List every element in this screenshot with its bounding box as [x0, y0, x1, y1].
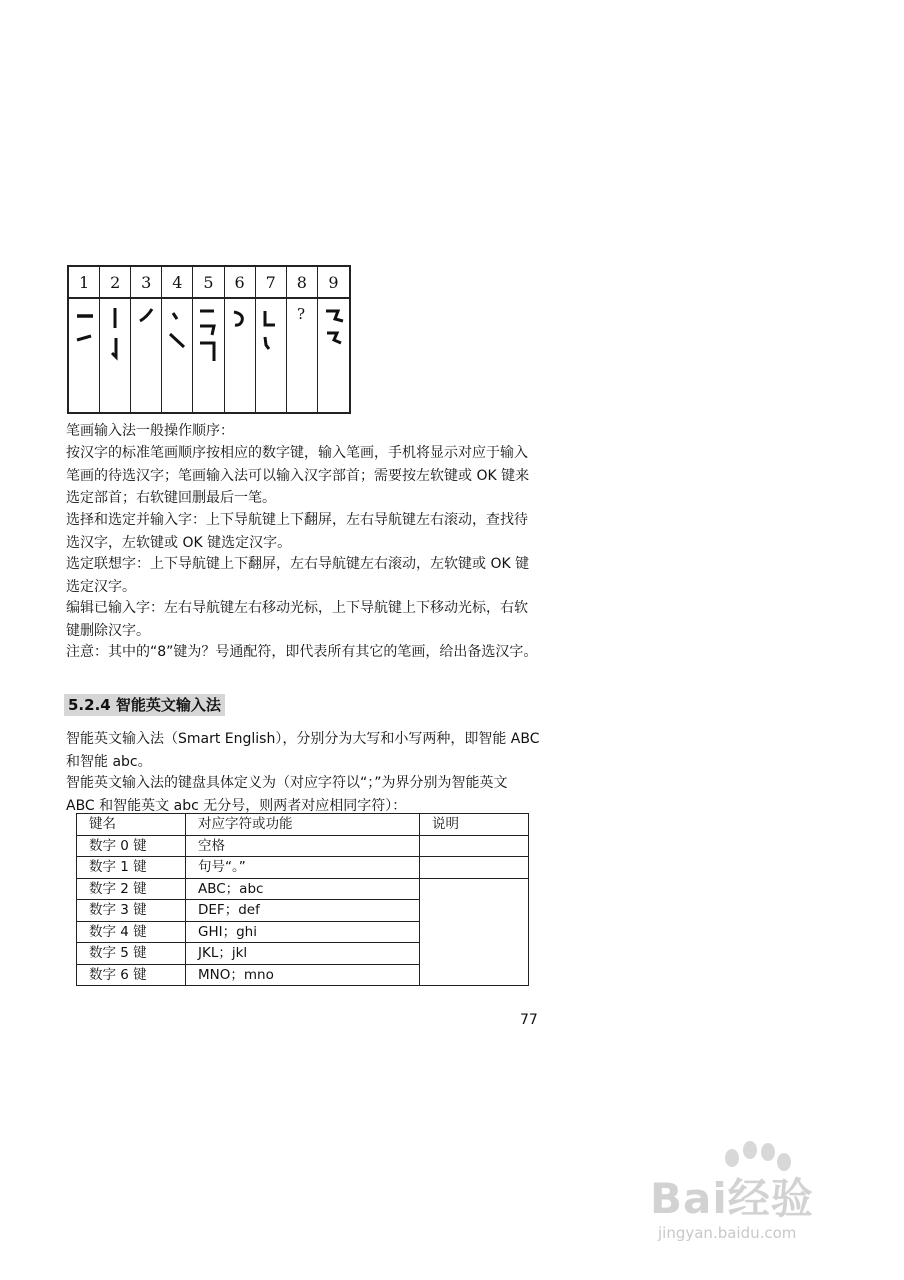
key-name-cell: 数字 5 键 — [77, 943, 186, 965]
stroke-cell-9 — [318, 299, 349, 412]
note-paragraph: 注意：其中的“8”键为？号通配符，即代表所有其它的笔画，给出备选汉字。 — [66, 644, 538, 660]
function-cell: 空格 — [186, 835, 420, 857]
page-number: 77 — [520, 1012, 538, 1028]
key-name-cell: 数字 4 键 — [77, 921, 186, 943]
stroke-cell-3 — [131, 299, 162, 412]
stroke-key-table — [67, 265, 351, 414]
stroke-cell-1 — [69, 299, 100, 412]
stroke-key-header: 5 — [193, 267, 224, 299]
stroke-cell-4 — [162, 299, 193, 412]
watermark-url: jingyan.baidu.com — [658, 1224, 797, 1242]
stroke-cell-2 — [100, 299, 131, 412]
stroke-cell-7 — [256, 299, 287, 412]
stroke-cell-8 — [287, 299, 318, 412]
table-row — [77, 857, 529, 879]
table-header-row — [77, 814, 529, 836]
wildcard-icon — [287, 299, 318, 412]
key-name-cell: 数字 2 键 — [77, 878, 186, 900]
section-heading: 5.2.4 智能英文输入法 — [64, 694, 225, 716]
function-cell: ABC；abc — [186, 878, 420, 900]
note-cell — [420, 835, 529, 857]
vertical-stroke-icon — [100, 299, 131, 412]
key-name-cell: 数字 6 键 — [77, 964, 186, 986]
function-cell: MNO；mno — [186, 964, 420, 986]
stroke-key-header: 4 — [162, 267, 193, 299]
key-name-cell: 数字 1 键 — [77, 857, 186, 879]
vertical-bend-stroke-icon — [256, 299, 287, 412]
dot-stroke-icon — [162, 299, 193, 412]
key-definition-table — [76, 813, 529, 986]
stroke-key-header: 7 — [256, 267, 287, 299]
stroke-key-header: 6 — [225, 267, 256, 299]
edit-paragraph: 编辑已输入字：左右导航键左右移动光标，上下导航键上下移动光标，右软键删除汉字。 — [66, 600, 528, 639]
stroke-key-header: 3 — [131, 267, 162, 299]
header-key-name: 键名 — [77, 814, 186, 836]
stroke-key-header: 8 — [287, 267, 318, 299]
stroke-cell-6 — [225, 299, 256, 412]
function-cell: GHI；ghi — [186, 921, 420, 943]
wildcard-symbol: ? — [296, 305, 305, 323]
compound-turn-stroke-icon — [318, 299, 349, 412]
stroke-key-header: 2 — [100, 267, 131, 299]
select-input-paragraph: 选择和选定并输入字：上下导航键上下翻屏，左右导航键左右滚动，查找待选汉字，左软键或 OK 键选定汉字。 — [66, 512, 528, 551]
stroke-key-header: 9 — [318, 267, 349, 299]
header-function: 对应字符或功能 — [186, 814, 420, 836]
smart-english-intro: 智能英文输入法（Smart English），分别分为大写和小写两种，即智能 ABC 和智能 abc。 — [66, 731, 540, 770]
header-note: 说明 — [420, 814, 529, 836]
note-cell-merged — [420, 878, 529, 986]
function-cell: JKL；jkl — [186, 943, 420, 965]
table-row — [77, 878, 529, 900]
function-cell: 句号“。” — [186, 857, 420, 879]
baidu-jingyan-watermark — [640, 1140, 880, 1260]
key-name-cell: 数字 0 键 — [77, 835, 186, 857]
horizontal-stroke-icon — [69, 299, 100, 412]
watermark-logo: Bai经验 — [650, 1174, 814, 1223]
left-falling-stroke-icon — [131, 299, 162, 412]
table-row — [77, 835, 529, 857]
turning-stroke-icon — [193, 299, 224, 412]
stroke-steps-heading: 笔画输入法一般操作顺序： — [66, 423, 234, 439]
stroke-cell-5 — [193, 299, 224, 412]
stroke-input-paragraph: 按汉字的标准笔画顺序按相应的数字键，输入笔画，手机将显示对应于输入笔画的待选汉字；笔画输入法可以输入汉字部首；需要按左软键或 OK 键来选定部首；右软键回删最后一笔。 — [66, 445, 530, 506]
function-cell: DEF；def — [186, 900, 420, 922]
curve-stroke-icon — [225, 299, 256, 412]
key-name-cell: 数字 3 键 — [77, 900, 186, 922]
stroke-key-header: 1 — [69, 267, 100, 299]
smart-english-definition: 智能英文输入法的键盘具体定义为（对应字符以“；”为界分别为智能英文 ABC 和智能英文 abc 无分号，则两者对应相同字符）： — [66, 775, 508, 814]
association-paragraph: 选定联想字：上下导航键上下翻屏，左右导航键左右滚动，左软键或 OK 键选定汉字。 — [66, 556, 530, 595]
note-cell — [420, 857, 529, 879]
